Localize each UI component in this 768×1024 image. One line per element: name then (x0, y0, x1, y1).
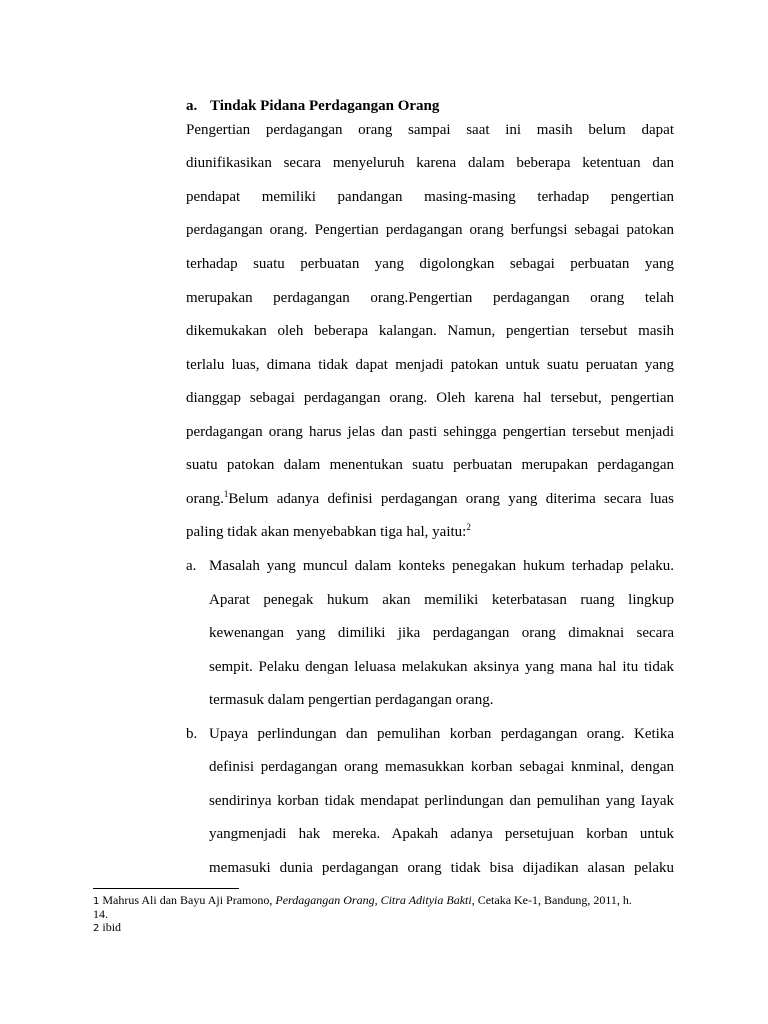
line-text: orang. (186, 491, 224, 507)
list-marker: b. (186, 726, 198, 742)
paragraph-line: dikemukakan oleh beberapa kalangan. Namun, pengertian tersebut masih (186, 323, 674, 339)
paragraph-line: Pengertian perdagangan orang sampai saat ini masih belum dapat (186, 122, 674, 138)
list-item-line: Masalah yang muncul dalam konteks penegakan hukum terhadap pelaku. (209, 558, 674, 574)
footnote-ref-2[interactable]: 2 (466, 522, 471, 532)
footnote-text: Mahrus Ali dan Bayu Aji Pramono, (99, 893, 276, 907)
footnote-number: 2 (93, 923, 100, 934)
list-item-line: definisi perdagangan orang memasukkan korban sebagai knminal, dengan (209, 759, 674, 775)
paragraph-line: terlalu luas, dimana tidak dapat menjadi patokan untuk suatu peruatan yang (186, 357, 674, 373)
paragraph-line: terhadap suatu perbuatan yang digolongkan sebagai perbuatan yang (186, 256, 674, 272)
list-item-line: yangmenjadi hak mereka. Apakah adanya persetujuan korban untuk (209, 826, 674, 842)
footnote-number: 1 (93, 896, 100, 907)
paragraph-line: perdagangan orang. Pengertian perdagangan orang berfungsi sebagai patokan (186, 222, 674, 238)
footnote-text: ibid (99, 920, 122, 934)
footnote-1 (93, 893, 632, 909)
list-marker: a. (186, 558, 197, 574)
paragraph-line: dianggap sebagai perdagangan orang. Oleh karena hal tersebut, pengertian (186, 390, 674, 406)
section-heading (186, 96, 439, 116)
paragraph-line: merupakan perdagangan orang.Pengertian perdagangan orang telah (186, 290, 674, 306)
list-item-line: memasuki dunia perdagangan orang tidak bisa dijadikan alasan pelaku (209, 860, 674, 876)
paragraph-line: diunifikasikan secara menyeluruh karena dalam beberapa ketentuan dan (186, 155, 674, 171)
footnote-separator (93, 888, 239, 889)
list-item-line: sempit. Pelaku dengan leluasa melakukan aksinya yang mana hal itu tidak (209, 659, 674, 675)
heading-title: Tindak Pidana Perdagangan Orang (210, 98, 440, 114)
paragraph-line-footnote-1 (186, 489, 674, 509)
paragraph-line: suatu patokan dalam menentukan suatu perbuatan merupakan perdagangan (186, 457, 674, 473)
footnote-2 (93, 920, 121, 936)
list-item-line: sendirinya korban tidak mendapat perlindungan dan pemulihan yang Iayak (209, 793, 674, 809)
line-text: Belum adanya definisi perdagangan orang yang diterima secara luas (228, 491, 674, 507)
paragraph-line: pendapat memiliki pandangan masing-masing terhadap pengertian (186, 189, 674, 205)
line-text: paling tidak akan menyebabkan tiga hal, yaitu: (186, 524, 467, 540)
footnote-text: , Cetaka Ke-1, Bandung, 2011, h. (471, 893, 632, 907)
list-item-line: termasuk dalam pengertian perdagangan orang. (209, 692, 494, 708)
heading-marker: a. (186, 98, 198, 114)
list-item-line: Upaya perlindungan dan pemulihan korban perdagangan orang. Ketika (209, 726, 674, 742)
paragraph-line-footnote-2 (186, 522, 674, 542)
paragraph-line: perdagangan orang harus jelas dan pasti sehingga pengertian tersebut menjadi (186, 424, 674, 440)
list-item-line: Aparat penegak hukum akan memiliki keterbatasan ruang lingkup (209, 592, 674, 608)
footnote-ref-1[interactable]: 1 (223, 489, 229, 499)
list-item-line: kewenangan yang dimiliki jika perdagangan orang dimaknai secara (209, 625, 674, 641)
footnote-1-continuation: 14. (93, 907, 108, 921)
footnote-citation-title: Perdagangan Orang, Citra Adityia Bakti (275, 893, 472, 907)
